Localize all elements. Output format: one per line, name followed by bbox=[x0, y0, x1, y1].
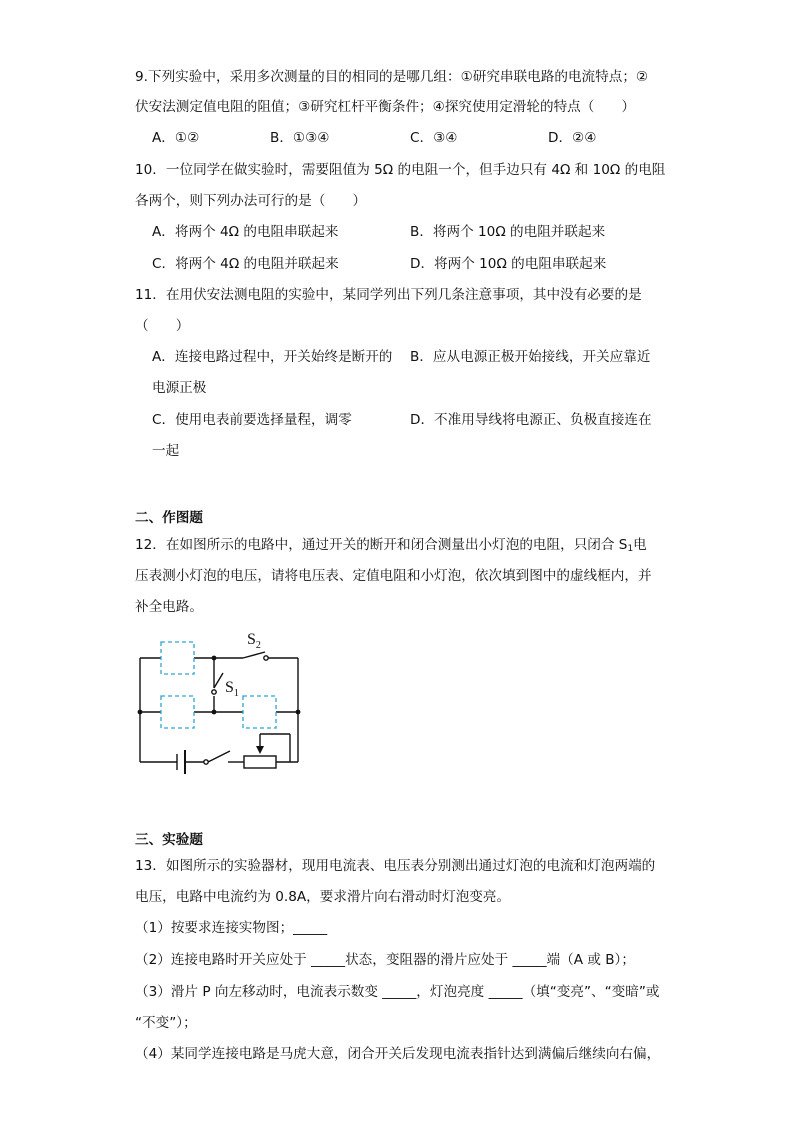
q10-line-1: 10．一位同学在做实验时，需要阻值为 5Ω 的电阻一个，但手边只有 4Ω 和 10Ω 的电阻 bbox=[135, 162, 666, 178]
q9-option-a: A．①② bbox=[152, 130, 200, 146]
dashed-box-middle-right bbox=[243, 696, 276, 728]
q10-option-a: A．将两个 4Ω 的电阻串联起来 bbox=[152, 224, 339, 240]
section-2-title: 二、作图题 bbox=[135, 510, 203, 526]
junction-dot bbox=[212, 710, 217, 715]
rheostat bbox=[244, 756, 276, 768]
q13-line-2: 电压，电路中电流约为 0.8A，要求滑片向右滑动时灯泡变亮。 bbox=[135, 889, 511, 905]
q13-part-3-line-1: （3）滑片 P 向左移动时，电流表示数变 _____，灯泡亮度 _____（填“变亮”、“变暗”或 bbox=[135, 984, 660, 1000]
q9-option-d: D．②④ bbox=[548, 130, 597, 146]
junction-dot bbox=[296, 710, 301, 715]
switch-s2-contact bbox=[264, 656, 268, 660]
q11-option-c: C．使用电表前要选择量程，调零 bbox=[152, 412, 352, 428]
junction-dot bbox=[212, 656, 217, 661]
q12-s1-subscript: 1 bbox=[627, 544, 634, 554]
dashed-box-top bbox=[161, 642, 194, 674]
s1-label: $S_1$ bbox=[225, 679, 239, 699]
q12-line-2: 压表测小灯泡的电压，请将电压表、定值电阻和小灯泡，依次填到图中的虚线框内，并 bbox=[135, 568, 652, 584]
s2-label: $S_2$ bbox=[247, 631, 261, 651]
rheostat-arrow bbox=[256, 746, 264, 754]
q11-line-2: （ ） bbox=[135, 318, 190, 334]
q13-line-1: 13．如图所示的实验器材，现用电流表、电压表分别测出通过灯泡的电流和灯泡两端的 bbox=[135, 858, 656, 874]
dashed-box-middle-left bbox=[161, 696, 194, 728]
switch-contact bbox=[204, 760, 208, 764]
q11-option-a: A．连接电路过程中，开关始终是断开的 bbox=[152, 349, 393, 365]
switch-s2-blade bbox=[243, 652, 265, 658]
q11-option-d-line-1: D．不准用导线将电源正、负极直接连在 bbox=[410, 412, 652, 428]
q13-part-4: （4）某同学连接电路是马虎大意，闭合开关后发现电流表指针达到满偏后继续向右偏， bbox=[135, 1046, 661, 1062]
q10-option-b: B．将两个 10Ω 的电阻并联起来 bbox=[410, 224, 606, 240]
q12-line-3: 补全电路。 bbox=[135, 599, 203, 615]
q9-option-c: C．③④ bbox=[410, 130, 458, 146]
q12-line-1-tail: 电 bbox=[633, 537, 647, 553]
switch-blade bbox=[208, 751, 230, 762]
q13-part-3-line-2: “不变”）； bbox=[135, 1015, 197, 1031]
q9-line-1: 9.下列实验中，采用多次测量的目的相同的是哪几组：①研究串联电路的电流特点；② bbox=[135, 69, 649, 85]
q13-part-1: （1）按要求连接实物图；_____ bbox=[135, 920, 328, 936]
q10-option-d: D．将两个 10Ω 的电阻串联起来 bbox=[410, 256, 607, 272]
q9-line-2: 伏安法测定值电阻的阻值；③研究杠杆平衡条件；④探究使用定滑轮的特点（ ） bbox=[135, 99, 636, 115]
q11-option-d-line-2: 一起 bbox=[152, 443, 180, 459]
q11-option-b-line-1: B．应从电源正极开始接线，开关应靠近 bbox=[410, 349, 651, 365]
q11-line-1: 11．在用伏安法测电阻的实验中，某同学列出下列几条注意事项，其中没有必要的是 bbox=[135, 287, 642, 303]
circuit-diagram bbox=[130, 620, 320, 780]
q10-option-c: C．将两个 4Ω 的电阻并联起来 bbox=[152, 256, 339, 272]
q13-part-2: （2）连接电路时开关应处于 _____状态，变阻器的滑片应处于 _____端（A 或 B）； bbox=[135, 952, 635, 968]
switch-s1-contact bbox=[212, 690, 216, 694]
q10-line-2: 各两个，则下列办法可行的是（ ） bbox=[135, 193, 367, 209]
q12-line-1-text: 12．在如图所示的电路中，通过开关的断开和闭合测量出小灯泡的电阻，只闭合 S bbox=[135, 537, 628, 553]
q12-line-1 bbox=[135, 535, 647, 559]
switch-s1-blade bbox=[214, 673, 223, 688]
q11-option-b-line-2: 电源正极 bbox=[152, 380, 207, 396]
junction-dot bbox=[138, 710, 143, 715]
q9-option-b: B．①③④ bbox=[270, 130, 330, 146]
section-3-title: 三、实验题 bbox=[135, 832, 203, 848]
